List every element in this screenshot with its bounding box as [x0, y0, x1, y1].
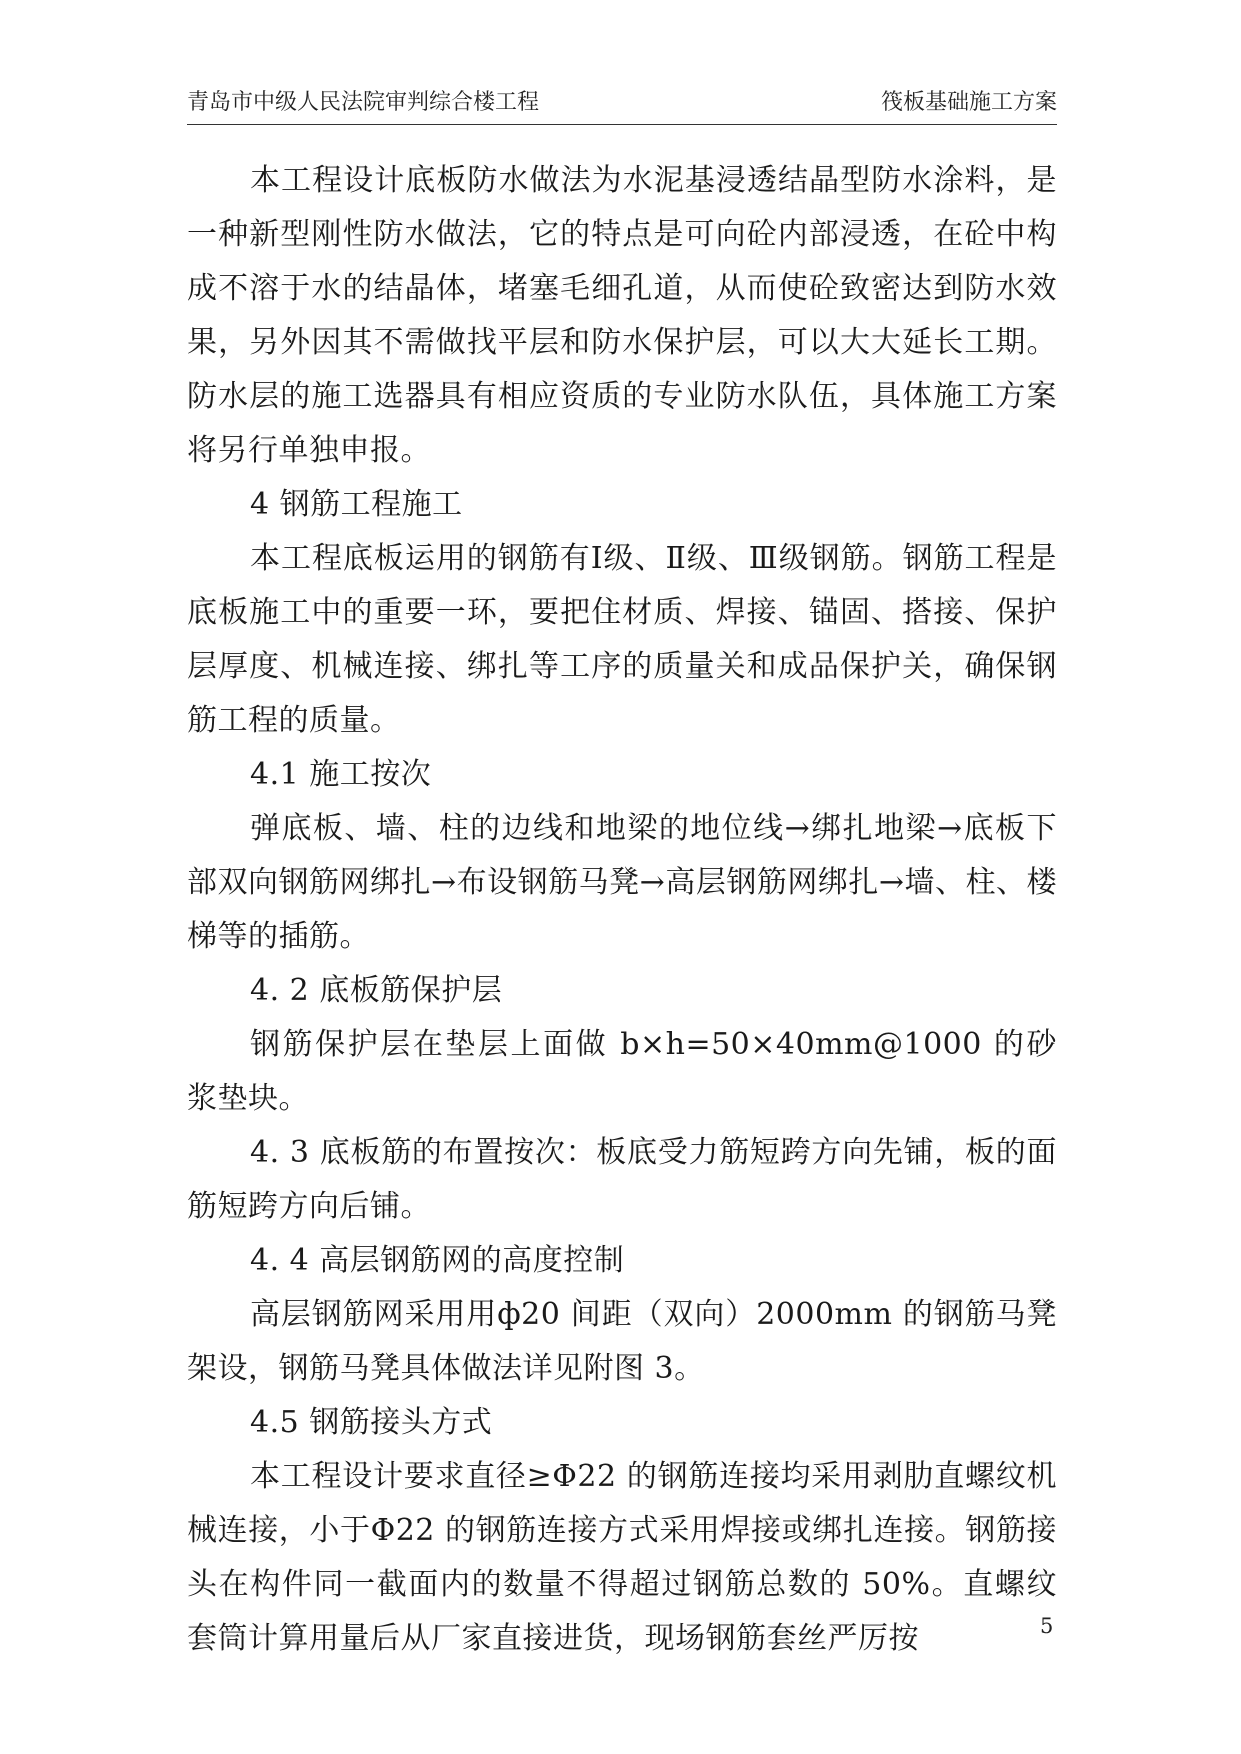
paragraph-construction-sequence: 弹底板、墙、柱的边线和地梁的地位线→绑扎地梁→底板下部双向钢筋网绑扎→布设钢筋马凳→高层钢筋网绑扎→墙、柱、楼梯等的插筋。	[187, 811, 1057, 954]
paragraph-waterproofing: 本工程设计底板防水做法为水泥基浸透结晶型防水涂料，是一种新型刚性防水做法，它的特点是可向砼内部浸透，在砼中构成不溶于水的结晶体，堵塞毛细孔道，从而使砼致密达到防水效果，另外因其不需做找平层和防水保护层，可以大大延长工期。防水层的施工选器具有相应资质的专业防水队伍，具体施工方案将另行单独申报。	[187, 163, 1057, 468]
page-header	[187, 86, 1057, 120]
page-number: 5	[1040, 1614, 1054, 1638]
paragraph-protective-layer: 钢筋保护层在垫层上面做 b×h=50×40mm@1000 的砂浆垫块。	[187, 1027, 1057, 1116]
section-heading-4-1: 4.1 施工按次	[250, 757, 432, 792]
header-document-title: 筏板基础施工方案	[880, 90, 1057, 115]
header-divider	[187, 124, 1057, 125]
header-project-title: 青岛市中级人民法院审判综合楼工程	[187, 90, 540, 115]
section-heading-4-2: 4. 2 底板筋保护层	[250, 973, 503, 1008]
section-heading-4: 4 钢筋工程施工	[250, 487, 463, 522]
paragraph-height-control: 高层钢筋网采用用ф20 间距（双向）2000mm 的钢筋马凳架设，钢筋马凳具体做法详见附图 3。	[187, 1297, 1057, 1386]
paragraph-rebar-overview: 本工程底板运用的钢筋有Ⅰ级、Ⅱ级、Ⅲ级钢筋。钢筋工程是底板施工中的重要一环，要把住材质、焊接、锚固、搭接、保护层厚度、机械连接、绑扎等工序的质量关和成品保护关，确保钢筋工程的质量。	[187, 541, 1057, 738]
section-heading-4-4: 4. 4 高层钢筋网的高度控制	[250, 1243, 625, 1278]
paragraph-joint-method: 本工程设计要求直径≥Φ22 的钢筋连接均采用剥肋直螺纹机械连接，小于Φ22 的钢筋连接方式采用焊接或绑扎连接。钢筋接头在构件同一截面内的数量不得超过钢筋总数的 50%。直螺纹套筒计算用量后从厂家直接进货，现场钢筋套丝严厉按	[187, 1459, 1057, 1656]
document-body	[187, 154, 1057, 1666]
paragraph-4-3-layout-order: 4. 3 底板筋的布置按次：板底受力筋短跨方向先铺，板的面筋短跨方向后铺。	[187, 1135, 1057, 1224]
section-heading-4-5: 4.5 钢筋接头方式	[250, 1405, 493, 1440]
